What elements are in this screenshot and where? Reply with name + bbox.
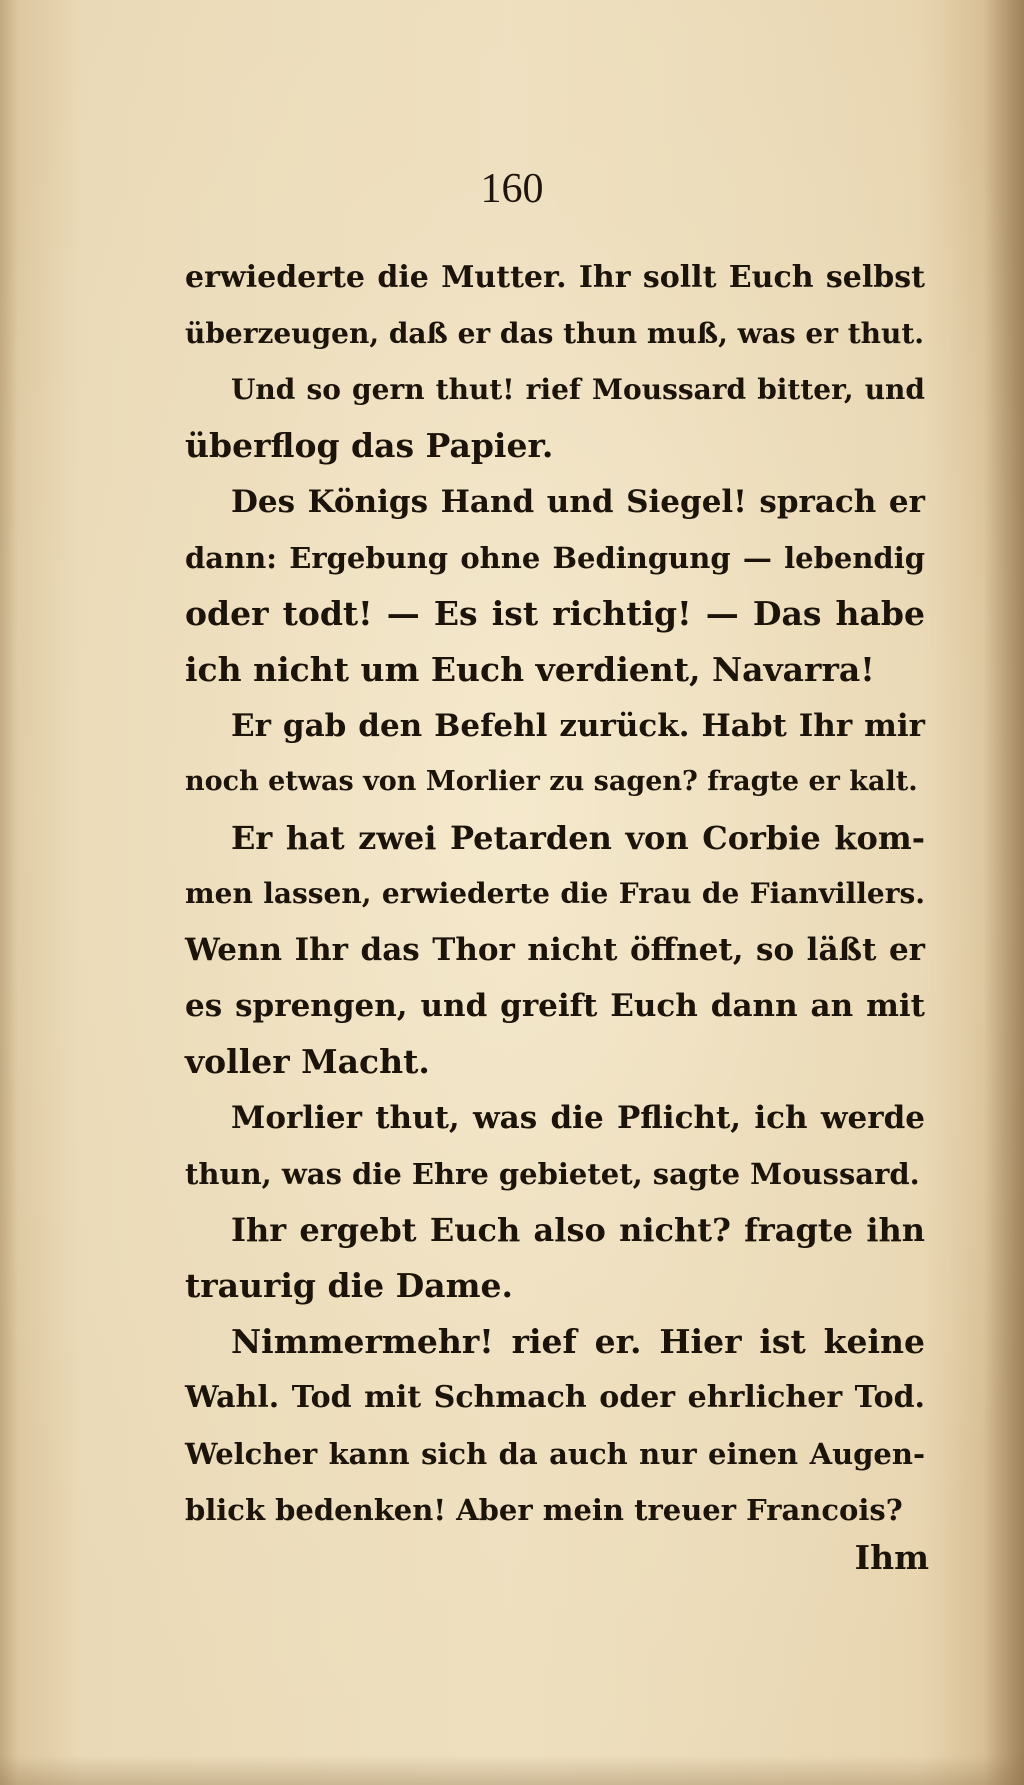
body-text — [185, 250, 925, 1538]
page-bottom-shadow — [0, 1755, 1024, 1785]
page-left-shadow — [0, 0, 18, 1785]
text-line: thun, was die Ehre gebietet, sagte Moussard. — [185, 1157, 920, 1191]
text-line: Er hat zwei Petarden von Corbie kom- — [231, 819, 925, 857]
text-line: Und so gern thut! rief Moussard bitter, und — [231, 373, 925, 406]
text-line: Wahl. Tod mit Schmach oder ehrlicher Tod. — [185, 1380, 925, 1415]
text-line: men lassen, erwiederte die Frau de Fianvillers. — [185, 877, 925, 910]
text-line: ich nicht um Euch verdient, Navarra! — [185, 650, 875, 689]
catchword: Ihm — [854, 1538, 929, 1577]
text-line: Nimmermehr! rief er. Hier ist keine — [231, 1322, 925, 1361]
text-line: Wenn Ihr das Thor nicht öffnet, so läßt er — [185, 932, 925, 968]
text-line: voller Macht. — [185, 1042, 430, 1081]
text-line: überzeugen, daß er das thun muß, was er thut. — [185, 317, 925, 350]
text-line: Des Königs Hand und Siegel! sprach er — [231, 484, 925, 520]
text-line: überflog das Papier. — [185, 426, 554, 465]
text-line: dann: Ergebung ohne Bedingung — lebendig — [185, 541, 925, 575]
text-line: Er gab den Befehl zurück. Habt Ihr mir — [231, 708, 925, 744]
text-line: es sprengen, und greift Euch dann an mit — [185, 988, 925, 1024]
text-line: noch etwas von Morlier zu sagen? fragte er kalt. — [185, 766, 918, 797]
page-right-shadow — [984, 0, 1024, 1785]
text-line: traurig die Dame. — [185, 1266, 513, 1305]
text-line: erwiederte die Mutter. Ihr sollt Euch selbst — [185, 260, 925, 295]
text-line: Ihr ergebt Euch also nicht? fragte ihn — [231, 1211, 925, 1249]
page-number: 160 — [480, 166, 544, 212]
text-line: oder todt! — Es ist richtig! — Das habe — [185, 594, 925, 633]
text-line: Morlier thut, was die Pflicht, ich werde — [231, 1100, 925, 1136]
text-line: Welcher kann sich da auch nur einen Augen- — [185, 1437, 925, 1471]
text-line: blick bedenken! Aber mein treuer Francois? — [185, 1493, 903, 1527]
